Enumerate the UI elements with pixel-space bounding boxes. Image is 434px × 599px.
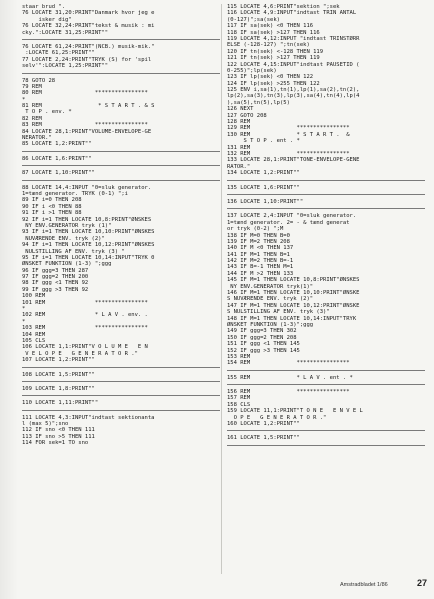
- code-line: 132 REM ****************: [227, 150, 350, 157]
- print-line-separator: [22, 151, 220, 152]
- code-line: (0-127)";sa(sek): [227, 16, 280, 23]
- code-line: 89 IF i=0 THEN 208: [22, 197, 82, 204]
- code-line: 153 REM: [227, 353, 251, 360]
- code-line: 76 LOCATE 31,20:PRINT"Danmark hvor jeg e: [22, 10, 155, 17]
- print-line-separator: [227, 208, 425, 209]
- code-line: 146 IF M=1 THEN LOCATE 10,10:PRINT"ØNSKE: [227, 290, 360, 297]
- code-line: 110 LOCATE 1,11:PRINT"": [22, 400, 99, 407]
- code-line: 86 LOCATE 1,6:PRINT"": [22, 155, 92, 162]
- code-line: 141 IF M=1 THEN B=1: [227, 251, 290, 258]
- code-line: 91 IF i >1 THEN 88: [22, 210, 82, 217]
- code-line: 159 LOCATE 11,1:PRINT"T O N E E N V E L: [227, 408, 363, 415]
- print-line-separator: [22, 73, 220, 74]
- code-line: T O P . env. *: [22, 109, 72, 116]
- code-line: 161 LOCATE 1,5:PRINT"": [227, 435, 300, 442]
- code-line: 77 LOCATE 2,24:PRINT"TRYK (S) for 'spil: [22, 56, 152, 63]
- code-line: 90 IF i <0 THEN 88: [22, 203, 82, 210]
- code-line: 144 IF M >2 THEN 133: [227, 270, 294, 277]
- code-line: 124 IF lp(sek) >255 THEN 122: [227, 80, 320, 87]
- print-line-separator: [22, 367, 220, 368]
- print-line-separator: [22, 381, 220, 382]
- code-line: 96 IF ggg=3 THEN 287: [22, 267, 89, 274]
- code-line: *: [22, 306, 26, 313]
- code-line: 149 IF ggg=3 THEN 302: [227, 328, 297, 335]
- code-line: 150 IF ggg=2 THEN 208: [227, 334, 297, 341]
- code-line: 119 LOCATE 4,12:INPUT "indtast TRINSTØRR: [227, 35, 360, 42]
- code-line: 117 IF sa(sek) <0 THEN 116: [227, 23, 314, 30]
- code-line: NY ENV.GENERATOR tryk(1)": [227, 283, 314, 290]
- code-line: 151 IF ggg <1 THEN 145: [227, 341, 300, 348]
- code-line: 1=tænd generator. TRYK (0-1) ";i: [22, 190, 128, 197]
- page-number: 27: [417, 578, 428, 588]
- code-line: 78 GOTO 28: [22, 77, 56, 84]
- code-line: 123 IF lp(sek) <0 THEN 122: [227, 74, 314, 81]
- code-line: 152 IF ggg >3 THEN 145: [227, 347, 300, 354]
- code-line: 88 LOCATE 14,4:INPUT "0=sluk generator.: [22, 184, 152, 191]
- code-line: 85 LOCATE 1,2:PRINT"": [22, 141, 92, 148]
- code-line: 97 IF ggg=2 THEN 200: [22, 274, 89, 281]
- code-line: ØNSKET FUNKTION (1-3)";ggg: [227, 321, 314, 328]
- code-line: 135 LOCATE 1,6:PRINT"": [227, 184, 300, 191]
- listing-column-left: [22, 4, 220, 447]
- code-line: 79 REM: [22, 83, 42, 90]
- code-line: 126 NEXT: [227, 106, 254, 113]
- code-line: 84 LOCATE 28,1:PRINT"VOLUME-ENVELOPE-GE: [22, 128, 152, 135]
- code-line: 104 REM: [22, 331, 46, 338]
- print-line-separator: [22, 410, 220, 411]
- code-line: l (max 5)";sno: [22, 421, 69, 428]
- code-line: 102 REM * L A V . env. .: [22, 312, 148, 319]
- code-line: isker dig": [22, 16, 72, 23]
- code-line: 115 LOCATE 4,6:PRINT"sektion ";sek: [227, 4, 340, 10]
- code-line: 100 REM: [22, 293, 46, 300]
- column-divider: [221, 4, 222, 574]
- code-line: lp(2),sa(3),tn(3),lp(3),sa(4),tn(4),lp(4: [227, 93, 360, 100]
- print-line-separator: [22, 395, 220, 396]
- code-line: 140 IF M <0 THEN 137: [227, 245, 294, 252]
- code-line: 133 LOCATE 28,1:PRINT"TONE-ENVELOPE-GENE: [227, 157, 360, 164]
- code-line: NY ENV.GENERATOR tryk (1)": [22, 222, 112, 229]
- code-line: 138 IF M=0 THEN B=0: [227, 232, 290, 239]
- code-line: ELSE (-128-127) ";tn(sek): [227, 42, 310, 49]
- code-line: NERATOR.": [22, 135, 52, 142]
- code-line: 121 IF tn(sek) >127 THEN 119: [227, 55, 320, 62]
- code-line: S T O P . ent . *: [227, 138, 300, 145]
- print-line-separator: [22, 165, 220, 166]
- code-line: 106 LOCATE 1,1:PRINT"V O L U M E E N: [22, 344, 148, 351]
- code-line: 113 IF sno >5 THEN 111: [22, 433, 95, 440]
- code-line: 127 GOTO 208: [227, 112, 267, 119]
- code-line: 143 IF B=-1 THEN M=1: [227, 264, 294, 271]
- code-line: 158 CLS: [227, 401, 251, 408]
- page-footer: [340, 578, 430, 590]
- code-line: 93 IF i=1 THEN LOCATE 10,10:PRINT"ØNSKES: [22, 229, 155, 236]
- code-line: *: [22, 318, 26, 325]
- code-line: 114 FOR sek=1 TO sno: [22, 440, 89, 447]
- code-line: 154 REM ****************: [227, 360, 350, 367]
- code-line: 92 IF i=1 THEN LOCATE 10,8:PRINT"ØNSKES: [22, 216, 152, 223]
- code-line: 116 LOCATE 4,9:INPUT"indtast TRIN ANTAL: [227, 10, 357, 17]
- code-line: staar brud ".: [22, 4, 66, 10]
- code-line: 83 REM ****************: [22, 122, 148, 129]
- code-line: 145 IF M=1 THEN LOCATE 10,8:PRINT"ØNSKES: [227, 277, 360, 284]
- print-line-separator: [22, 180, 220, 181]
- code-line: 157 REM: [227, 395, 251, 402]
- print-line-separator: [227, 180, 425, 181]
- code-line: O P E G E N E R A T O R .": [227, 414, 327, 421]
- code-line: 122 LOCATE 4,15:INPUT"indtast PAUSETID (: [227, 61, 360, 68]
- code-line: 107 LOCATE 1,2:PRINT"": [22, 357, 95, 364]
- code-line: selv'":LOCATE 1,25:PRINT"": [22, 63, 109, 70]
- code-line: S NUVÆRENDE ENV. tryk (2)": [227, 296, 314, 303]
- code-line: 101 REM ****************: [22, 299, 148, 306]
- code-line: 131 REM: [227, 144, 251, 151]
- code-line: 128 REM: [227, 119, 251, 126]
- code-line: 120 IF tn(sek) <-128 THEN 119: [227, 48, 324, 55]
- code-line: 87 LOCATE 1,10:PRINT"": [22, 170, 95, 177]
- code-line: 125 ENV i,sa(1),tn(1),lp(1),sa(2),tn(2),: [227, 87, 360, 94]
- code-line: 129 REM ****************: [227, 125, 350, 132]
- code-line: 109 LOCATE 1,8:PRINT"": [22, 385, 95, 392]
- code-line: 130 REM * S T A R T . &: [227, 131, 350, 138]
- code-line: 82 REM: [22, 115, 42, 122]
- code-line: 111 LOCATE 4,3:INPUT"indtast sektionanta: [22, 414, 155, 421]
- print-line-separator: [227, 384, 425, 385]
- listing-column-right: [227, 4, 425, 450]
- code-line: 95 IF i=1 THEN LOCATE 10,14:INPUT"TRYK 0: [22, 254, 155, 261]
- code-line: 76 LOCATE 61,24:PRINT"(NCB.) musik-mik.": [22, 43, 155, 50]
- code-line: 108 LOCATE 1,5:PRINT"": [22, 371, 95, 378]
- code-line: 99 IF ggg >3 THEN 92: [22, 286, 89, 293]
- code-line: 76 LOCATE 32,24:PRINT"tekst & musik : mi: [22, 23, 155, 30]
- code-line: 142 IF M=2 THEN B=-1: [227, 258, 294, 265]
- code-line: 139 IF M=2 THEN 208: [227, 238, 290, 245]
- code-line: V E L O P E G E N E R A T O R .": [22, 350, 138, 357]
- code-line: 112 IF sno <0 THEN 111: [22, 427, 95, 434]
- print-line-separator: [227, 445, 425, 446]
- code-line: ØNSKET FUNKTION (1-3) ";ggg: [22, 261, 112, 268]
- code-line: NUVÆRENDE ENV. tryk (2)": [22, 235, 105, 242]
- code-line: 1=tænd generator. 2= - & tænd generat: [227, 219, 350, 226]
- code-line: 148 IF M=1 THEN LOCATE 10,14:INPUT"TRYK: [227, 315, 357, 322]
- code-line: 81 REM * S T A R T . & S: [22, 103, 155, 110]
- print-line-separator: [227, 370, 425, 371]
- print-line-separator: [22, 39, 220, 40]
- code-line: ),sa(5),tn(5),lp(5): [227, 99, 290, 106]
- code-line: 118 IF sa(sek) >127 THEN 116: [227, 29, 320, 36]
- code-line: or tryk (0-2) ";M: [227, 226, 284, 233]
- code-line: NULSTILLING AF ENV. tryk (3) ": [22, 248, 125, 255]
- print-line-separator: [227, 430, 425, 431]
- code-line: :LOCATE 61,25:PRINT"": [22, 50, 95, 57]
- code-line: S NULSTILLING AF ENV. tryk (3)": [227, 309, 330, 316]
- code-line: 136 LOCATE 1,10:PRINT"": [227, 198, 304, 205]
- code-line: cky.":LOCATE 31,25:PRINT"": [22, 29, 109, 36]
- magazine-source: Amstradbladet 1/86: [340, 582, 388, 588]
- code-line: 137 LOCATE 2,4:INPUT "0=sluk generator.: [227, 213, 357, 220]
- code-line: 105 CLS: [22, 337, 46, 344]
- code-line: 94 IF i=1 THEN LOCATE 10,12:PRINT"ØNSKES: [22, 242, 155, 249]
- code-line: 156 REM ****************: [227, 389, 350, 396]
- code-line: 155 REM * L A V . ent . *: [227, 374, 353, 381]
- code-line: *: [22, 96, 26, 103]
- code-line: 147 IF M=1 THEN LOCATE 10,12:PRINT"ØNSKE: [227, 302, 360, 309]
- code-line: 134 LOCATE 1,2:PRINT"": [227, 170, 300, 177]
- code-line: 103 REM ****************: [22, 325, 148, 332]
- code-line: 80 REM ****************: [22, 90, 148, 97]
- code-line: 0-255)";lp(sek): [227, 67, 277, 74]
- print-line-separator: [227, 194, 425, 195]
- code-line: 160 LOCATE 1,2:PRINT"": [227, 421, 300, 428]
- code-line: 98 IF ggg <1 THEN 92: [22, 280, 89, 287]
- code-line: RATOR.": [227, 163, 251, 170]
